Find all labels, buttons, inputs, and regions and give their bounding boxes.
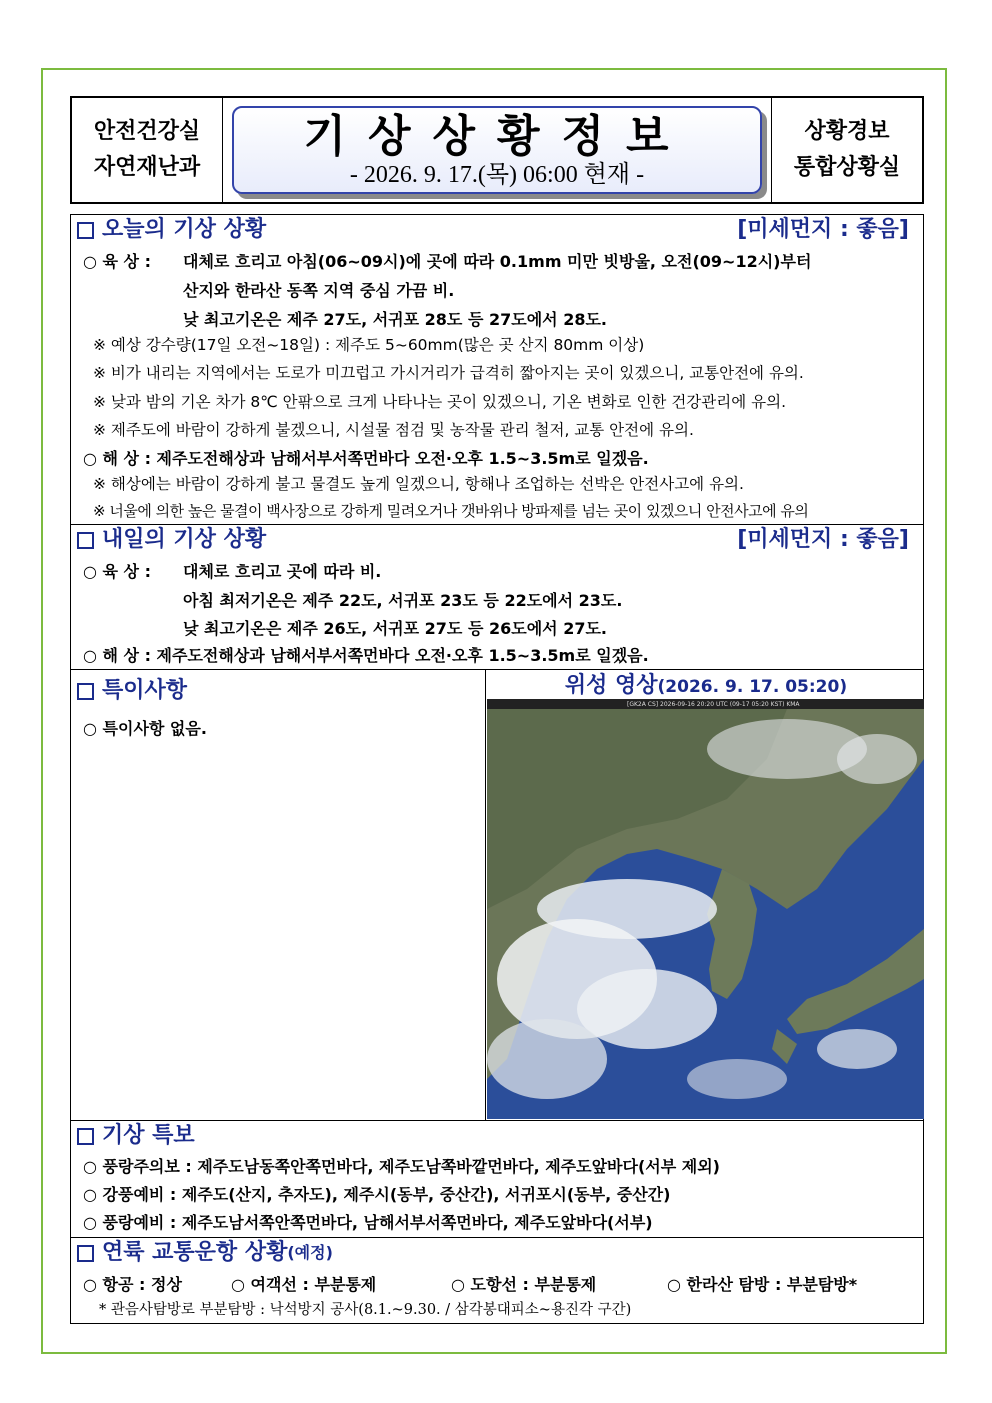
checkbox-icon [77, 1245, 94, 1262]
today-land-3: 낮 최고기온은 제주 27도, 서귀포 28도 등 27도에서 28도. [183, 310, 607, 329]
page-subtitle: - 2026. 9. 17.(목) 06:00 현재 - [349, 162, 645, 188]
traffic-ferry: ○ 여객선 : 부분통제 [231, 1275, 377, 1294]
today-sea: ○ 해 상 : 제주도전해상과 남해서부서쪽먼바다 오전·오후 1.5~3.5m로 일겠음. [83, 449, 649, 468]
warnings-section [70, 1120, 924, 1238]
satellite-date: (2026. 9. 17. 05:20) [657, 677, 848, 697]
today-land-2: 산지와 한라산 동쪽 지역 중심 가끔 비. [183, 281, 455, 300]
satellite-caption: [GK2A CS] 2026-09-16 20:20 UTC (09-17 05:20 KST) KMA [627, 701, 800, 708]
satellite-image [487, 699, 924, 1119]
today-title [71, 215, 266, 245]
today-note-3: ※ 낮과 밤의 기온 차가 8℃ 안팎으로 크게 나타나는 곳이 있겠으니, 기온 변화로 인한 건강관리에 유의. [93, 393, 786, 411]
department-line1: 안전건강실 [93, 119, 201, 144]
tomorrow-sea: ○ 해 상 : 제주도전해상과 남해서부서쪽먼바다 오전·오후 1.5~3.5m로 일겠음. [83, 646, 649, 665]
warning-item-3: ○ 풍랑예비 : 제주도남서쪽안쪽먼바다, 남해서부서쪽먼바다, 제주도앞바다(서부) [83, 1213, 653, 1232]
office-line2: 통합상황실 [793, 155, 901, 180]
warnings-title-text: 기상 특보 [102, 1123, 195, 1148]
traffic-title-text: 연륙 교통운항 상황 [102, 1240, 288, 1265]
page-title: 기상상황정보 [303, 111, 691, 162]
department-line2: 자연재난과 [93, 155, 201, 180]
today-sea-note-1: ※ 해상에는 바람이 강하게 불고 물결도 높게 일겠으니, 항해나 조업하는 선박은 안전사고에 유의. [93, 475, 744, 493]
traffic-title [71, 1238, 333, 1268]
today-title-text: 오늘의 기상 상황 [102, 217, 267, 242]
column-divider [485, 669, 486, 1120]
tomorrow-land-label: ○ 육 상 : [83, 562, 151, 581]
checkbox-icon [77, 532, 94, 549]
tomorrow-dust: [미세먼지 : 좋음] [737, 527, 909, 552]
traffic-air: ○ 항공 : 정상 [83, 1275, 182, 1294]
today-land-label: ○ 육 상 : [83, 252, 151, 271]
tomorrow-section [70, 524, 924, 670]
traffic-footnote: * 관음사탐방로 부분탐방 : 낙석방지 공사(8.1.~9.30. / 삼각봉대피소~용진각 구간) [99, 1302, 632, 1318]
today-note-1: ※ 예상 강수량(17일 오전~18일) : 제주도 5~60mm(많은 곳 산지 80mm 이상) [93, 336, 645, 354]
department-block [72, 98, 223, 202]
special-item: ○ 특이사항 없음. [83, 719, 207, 738]
tomorrow-land-2: 아침 최저기온은 제주 22도, 서귀포 23도 등 22도에서 23도. [183, 591, 623, 610]
today-sea-note-2: ※ 너울에 의한 높은 물결이 백사장으로 강하게 밀려오거나 갯바위나 방파제를 넘는 곳이 있겠으니 안전사고에 유의 [93, 502, 809, 520]
today-note-2: ※ 비가 내리는 지역에서는 도로가 미끄럽고 가시거리가 급격히 짧아지는 곳이 있겠으니, 교통안전에 유의. [93, 364, 804, 382]
office-block [771, 98, 922, 202]
satellite-title-text: 위성 영상 [564, 673, 658, 698]
special-title [71, 676, 187, 706]
today-section [70, 214, 924, 525]
warnings-title [71, 1121, 195, 1151]
tomorrow-land-1: 대체로 흐리고 곳에 따라 비. [183, 562, 382, 581]
traffic-title-suffix: (예정) [287, 1243, 333, 1262]
satellite-title [489, 672, 923, 701]
satellite-map-graphic [487, 699, 924, 1119]
tomorrow-land-3: 낮 최고기온은 제주 26도, 서귀포 27도 등 26도에서 27도. [183, 619, 607, 638]
warning-item-2: ○ 강풍예비 : 제주도(산지, 추자도), 제주시(동부, 중산간), 서귀포시(동부, 중산간) [83, 1185, 671, 1204]
tomorrow-title [71, 525, 266, 555]
checkbox-icon [77, 222, 94, 239]
tomorrow-title-text: 내일의 기상 상황 [102, 527, 267, 552]
today-land-1: 대체로 흐리고 아침(06~09시)에 곳에 따라 0.1mm 미만 빗방울, 오전(09~12시)부터 [183, 252, 812, 271]
warning-item-1: ○ 풍랑주의보 : 제주도남동쪽안쪽먼바다, 제주도남쪽바깥먼바다, 제주도앞바다(서부 제외) [83, 1157, 720, 1176]
traffic-hallasan: ○ 한라산 탐방 : 부분탐방* [667, 1275, 858, 1294]
today-note-4: ※ 제주도에 바람이 강하게 불겠으니, 시설물 점검 및 농작물 관리 철저, 교통 안전에 유의. [93, 421, 694, 439]
checkbox-icon [77, 683, 94, 700]
today-dust: [미세먼지 : 좋음] [737, 217, 909, 242]
header [70, 96, 924, 204]
special-title-text: 특이사항 [102, 678, 188, 703]
traffic-section [70, 1237, 924, 1324]
checkbox-icon [77, 1128, 94, 1145]
traffic-boat: ○ 도항선 : 부분통제 [451, 1275, 597, 1294]
office-line1: 상황경보 [804, 119, 890, 144]
title-banner [232, 106, 762, 194]
